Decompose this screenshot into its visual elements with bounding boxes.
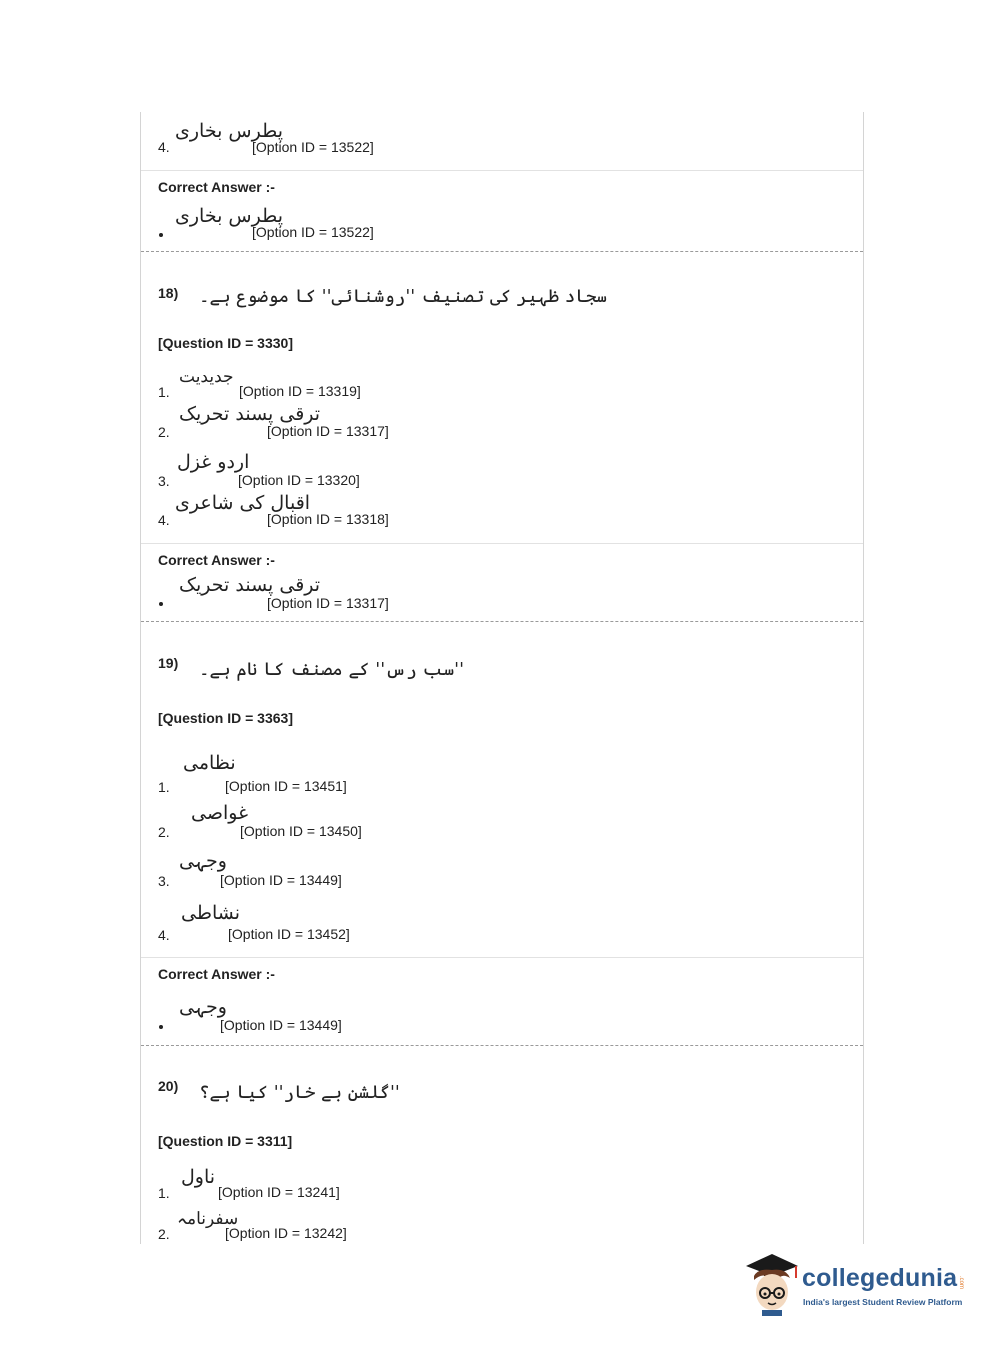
correct-answer-label: Correct Answer :-: [158, 552, 275, 568]
question-paper-frame: [140, 112, 864, 1244]
option-urdu-text: غواصی: [191, 802, 248, 824]
option-id: [Option ID = 13450]: [240, 823, 362, 839]
question-separator: [141, 621, 863, 622]
divider: [141, 543, 863, 544]
question-number: 20): [158, 1078, 179, 1094]
option-id: [Option ID = 13317]: [267, 423, 389, 439]
question-id: [Question ID = 3363]: [158, 710, 293, 726]
divider: [141, 170, 863, 171]
option-number: 4.: [158, 927, 170, 943]
option-number: 4.: [158, 139, 170, 155]
option-number: 1.: [158, 779, 170, 795]
question-number: 18): [158, 285, 179, 301]
correct-answer-id: [Option ID = 13449]: [220, 1017, 342, 1033]
option-id: [Option ID = 13241]: [218, 1184, 340, 1200]
option-id: [Option ID = 13449]: [220, 872, 342, 888]
option-urdu-text: سفرنامہ: [177, 1209, 239, 1229]
option-id: [Option ID = 13452]: [228, 926, 350, 942]
option-urdu-text: ترقی پسند تحریک: [179, 403, 321, 425]
brand-suffix: .com: [958, 1276, 964, 1290]
option-number: 4.: [158, 512, 170, 528]
option-id: [Option ID = 13451]: [225, 778, 347, 794]
option-urdu-text: پطرس بخاری: [175, 120, 283, 142]
question-separator: [141, 1045, 863, 1046]
correct-answer-id: [Option ID = 13522]: [252, 224, 374, 240]
option-id: [Option ID = 13318]: [267, 511, 389, 527]
option-number: 2.: [158, 1226, 170, 1242]
option-urdu-text: وجہی: [179, 850, 227, 872]
option-id: [Option ID = 13319]: [239, 383, 361, 399]
question-text: ''سب رس'' کے مصنف کا نام ہے۔: [199, 659, 465, 680]
bullet-icon: [159, 233, 163, 237]
brand-tagline: India's largest Student Review Platform: [803, 1297, 963, 1307]
question-number: 19): [158, 655, 179, 671]
option-id: [Option ID = 13242]: [225, 1225, 347, 1241]
option-urdu-text: اقبال کی شاعری: [175, 492, 311, 514]
option-urdu-text: ناول: [181, 1166, 216, 1188]
correct-answer-urdu: وجہی: [179, 996, 227, 1018]
question-text: ''گلشن بے خار'' کیا ہے؟: [199, 1082, 400, 1103]
divider: [141, 957, 863, 958]
option-urdu-text: جدیدیت: [179, 367, 234, 387]
option-urdu-text: نشاطی: [181, 902, 240, 924]
student-mascot-icon: [740, 1250, 802, 1320]
option-number: 2.: [158, 424, 170, 440]
option-urdu-text: اردو غزل: [177, 451, 250, 473]
collegedunia-logo: [740, 1250, 970, 1320]
option-number: 1.: [158, 1185, 170, 1201]
option-number: 2.: [158, 824, 170, 840]
option-id: [Option ID = 13320]: [238, 472, 360, 488]
option-urdu-text: نظامی: [183, 752, 236, 774]
option-number: 3.: [158, 873, 170, 889]
bullet-icon: [159, 602, 163, 606]
correct-answer-urdu: پطرس بخاری: [175, 205, 283, 227]
question-id: [Question ID = 3330]: [158, 335, 293, 351]
correct-answer-id: [Option ID = 13317]: [267, 595, 389, 611]
question-separator: [141, 251, 863, 252]
bullet-icon: [159, 1025, 163, 1029]
option-number: 3.: [158, 473, 170, 489]
correct-answer-label: Correct Answer :-: [158, 966, 275, 982]
question-id: [Question ID = 3311]: [158, 1133, 293, 1149]
correct-answer-label: Correct Answer :-: [158, 179, 275, 195]
brand-name: collegedunia: [802, 1264, 958, 1292]
question-text: سجاد ظہیر کی تصنیف ''روشنائی'' کا موضوع ہے۔: [199, 286, 607, 307]
option-number: 1.: [158, 384, 170, 400]
option-id: [Option ID = 13522]: [252, 139, 374, 155]
correct-answer-urdu: ترقی پسند تحریک: [179, 574, 321, 596]
